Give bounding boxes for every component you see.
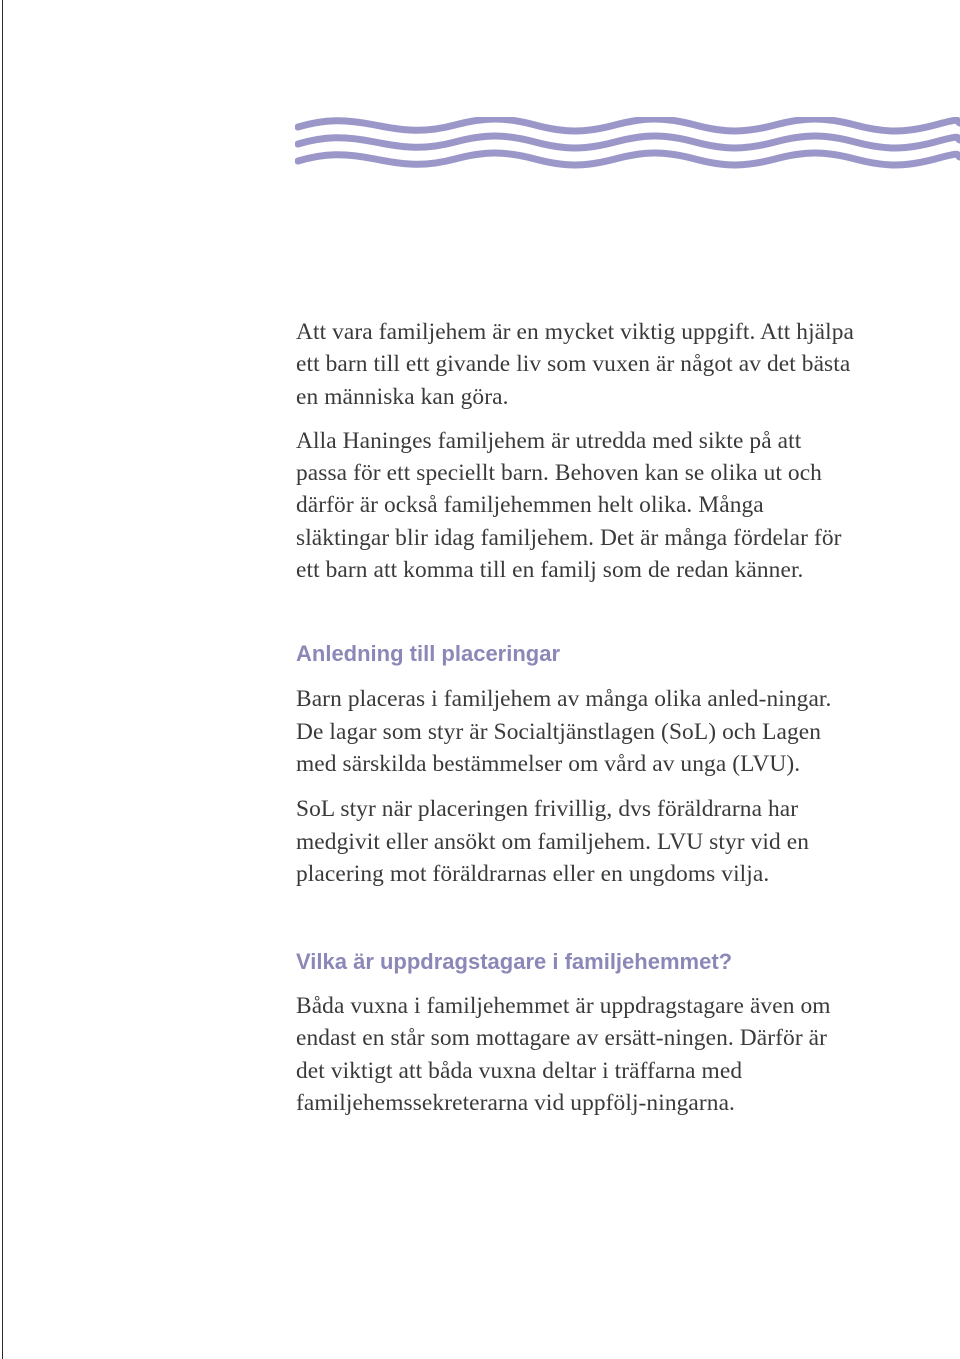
wave-lines-decoration-icon [295,117,960,169]
main-content [296,316,856,1119]
section-1-paragraph-1: Barn placeras i familjehem av många olika anled-ningar. De lagar som styr är Socialtjänstlagen (SoL) och Lagen med särskilda bestämmelser om vård av unga (LVU). [296,686,832,777]
wave-line-1 [298,119,960,131]
section-1-paragraph-2: SoL styr när placeringen frivillig, dvs föräldrarna har medgivit eller ansökt om familjehem. LVU styr vid en placering mot föräldrarnas eller en ungdoms vilja. [296,796,809,887]
section-2-paragraph-1: Båda vuxna i familjehemmet är uppdragstagare även om endast en står som mottagare av ersätt-ningen. Därför är det viktigt att båda vuxna deltar i träffarna med familjehemssekreterarna vid uppfölj-ningarna. [296,993,831,1117]
wave-line-2 [298,136,960,148]
intro-paragraph-2: Alla Haninges familjehem är utredda med sikte på att passa för ett speciellt barn. Behoven kan se olika ut och därför är också familjehemmen helt olika. Många släktingar blir idag familjehem. Det är många fördelar för ett barn att komma till en familj som de redan känner. [296,427,842,584]
section-heading-placements: Anledning till placeringar [296,641,561,667]
intro-paragraph-1: Att vara familjehem är en mycket viktig uppgift. Att hjälpa ett barn till ett givande liv som vuxen är något av det bästa en människa kan göra. [296,319,855,410]
page-edge-line [2,0,3,1359]
section-heading-assignees: Vilka är uppdragstagare i familjehemmet? [296,949,733,975]
wave-line-3 [298,153,960,165]
